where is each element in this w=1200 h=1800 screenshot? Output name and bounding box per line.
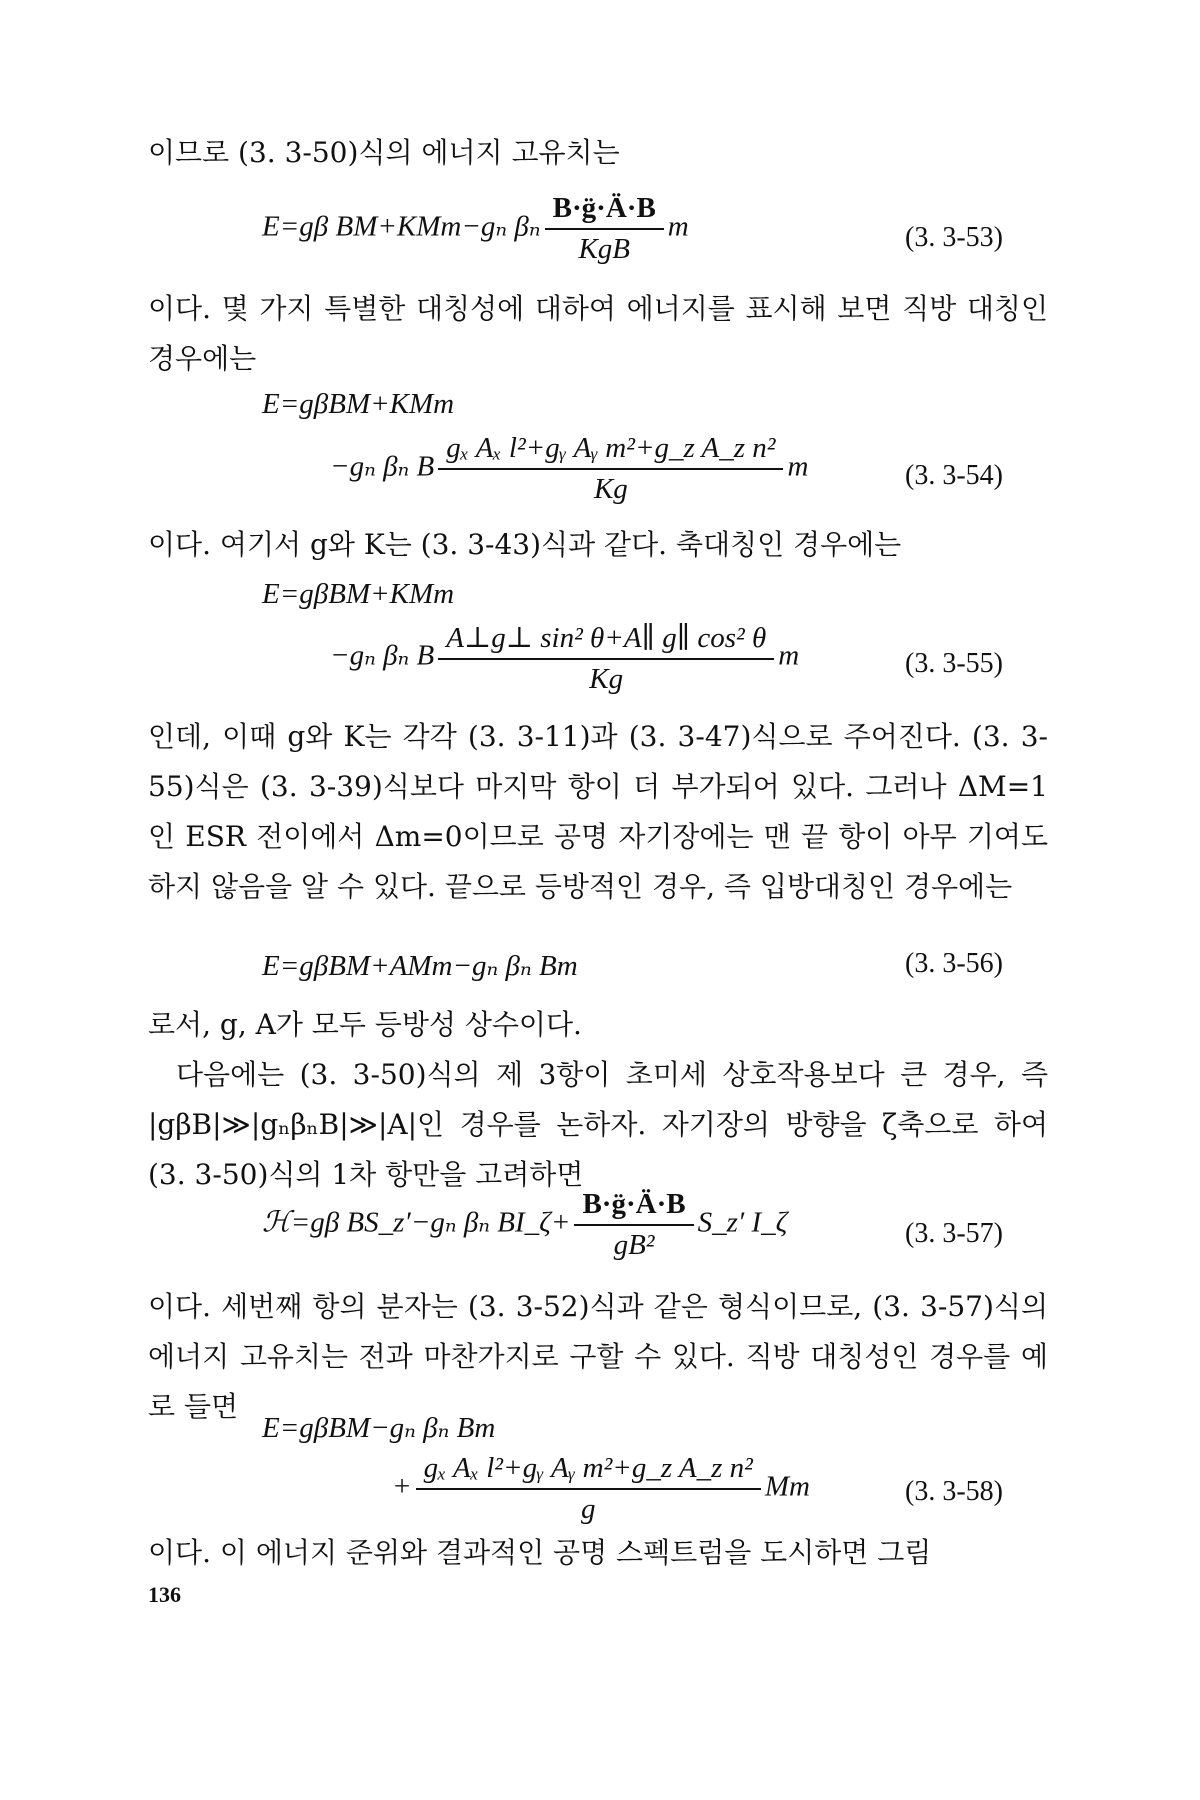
page-number: 136 bbox=[148, 1582, 181, 1607]
equation-tail: S_z′ I_ζ bbox=[697, 1206, 788, 1239]
equation-3-3-58-line-2 bbox=[392, 1452, 810, 1526]
paragraph-2: 이다. 몇 가지 특별한 대칭성에 대하여 에너지를 표시해 보면 직방 대칭인 경우에는 bbox=[148, 292, 1048, 375]
equation-3-3-53 bbox=[262, 192, 689, 266]
equation-fraction bbox=[416, 1452, 761, 1526]
equation-number: (3. 3-55) bbox=[905, 648, 1003, 679]
fraction-numerator: gₓ Aₓ l²+gᵧ Aᵧ m²+g_z A_z n² bbox=[438, 432, 783, 470]
paragraph-4: 인데, 이때 g와 K는 각각 (3. 3-11)과 (3. 3-47)식으로 주어진다. (3. 3-55)식은 (3. 3-39)식보다 마지막 항이 더 부가되어 있다. 그러나 ΔM=1인 ESR 전이에서 Δm=0이므로 공명 자기장에는 맨 끝 항이 아무 기여도 하지 않음을 알 수 있다. 끝으로 등방적인 경우, 즉 입방대칭인 경우에는 bbox=[148, 720, 1048, 903]
paragraph-3: 이다. 여기서 g와 K는 (3. 3-43)식과 같다. 축대칭인 경우에는 bbox=[148, 528, 902, 561]
paragraph-6: 다음에는 (3. 3-50)식의 제 3항이 초미세 상호작용보다 큰 경우, 즉 |gβB|≫|gₙβₙB|≫|A|인 경우를 논하자. 자기장의 방향을 ζ축으로 하여 (3. 3-50)식의 1차 항만을 고려하면 bbox=[148, 1058, 1048, 1191]
equation-number: (3. 3-58) bbox=[905, 1476, 1003, 1507]
equation-lhs: −gₙ βₙ B bbox=[330, 639, 435, 672]
fraction-denominator: gB² bbox=[613, 1229, 655, 1261]
equation-tail: Mm bbox=[764, 1470, 810, 1503]
equation-lhs: E=gβ BM+KMm−gₙ βₙ bbox=[262, 210, 541, 243]
equation-3-3-54-line-2 bbox=[330, 432, 808, 506]
equation-lhs: + bbox=[392, 1470, 412, 1503]
fraction-numerator: B·g̈·Ä·B bbox=[574, 1188, 693, 1226]
equation-number: (3. 3-53) bbox=[905, 222, 1003, 253]
equation-3-3-55-line-1: E=gβBM+KMm bbox=[262, 578, 455, 610]
equation-fraction bbox=[438, 620, 774, 696]
fraction-denominator: Kg bbox=[593, 473, 628, 505]
equation-3-3-57 bbox=[262, 1188, 787, 1262]
equation-tail: m bbox=[787, 450, 809, 483]
equation-number: (3. 3-56) bbox=[905, 948, 1003, 979]
equation-tail: m bbox=[778, 639, 800, 672]
fraction-numerator: gₓ Aₓ l²+gᵧ Aᵧ m²+g_z A_z n² bbox=[416, 1452, 761, 1490]
equation-3-3-56: E=gβBM+AMm−gₙ βₙ Bm bbox=[262, 950, 578, 982]
equation-3-3-55-line-2 bbox=[330, 620, 799, 696]
equation-number: (3. 3-57) bbox=[905, 1218, 1003, 1249]
paragraph-8: 이다. 이 에너지 준위와 결과적인 공명 스펙트럼을 도시하면 그림 bbox=[148, 1536, 932, 1569]
equation-fraction bbox=[545, 192, 664, 266]
equation-number: (3. 3-54) bbox=[905, 460, 1003, 491]
paragraph-1: 이므로 (3. 3-50)식의 에너지 고유치는 bbox=[148, 136, 620, 169]
equation-lhs: −gₙ βₙ B bbox=[330, 450, 435, 483]
fraction-numerator: A⊥g⊥ sin² θ+A∥ g∥ cos² θ bbox=[438, 620, 774, 660]
equation-3-3-58-line-1: E=gβBM−gₙ βₙ Bm bbox=[262, 1412, 496, 1444]
paragraph-5: 로서, g, A가 모두 등방성 상수이다. bbox=[148, 1008, 582, 1041]
equation-fraction bbox=[574, 1188, 693, 1262]
equation-lhs: ℋ=gβ BS_z′−gₙ βₙ BI_ζ+ bbox=[262, 1206, 571, 1239]
fraction-numerator: B·g̈·Ä·B bbox=[545, 192, 664, 230]
fraction-denominator: Kg bbox=[589, 663, 624, 695]
fraction-denominator: g bbox=[580, 1493, 596, 1525]
fraction-denominator: KgB bbox=[578, 233, 630, 265]
equation-tail: m bbox=[667, 210, 689, 243]
paragraph-7: 이다. 세번째 항의 분자는 (3. 3-52)식과 같은 형식이므로, (3. 3-57)식의 에너지 고유치는 전과 마찬가지로 구할 수 있다. 직방 대칭성인 경우를 예로 들면 bbox=[148, 1290, 1048, 1423]
equation-fraction bbox=[438, 432, 783, 506]
equation-3-3-54-line-1: E=gβBM+KMm bbox=[262, 388, 455, 420]
